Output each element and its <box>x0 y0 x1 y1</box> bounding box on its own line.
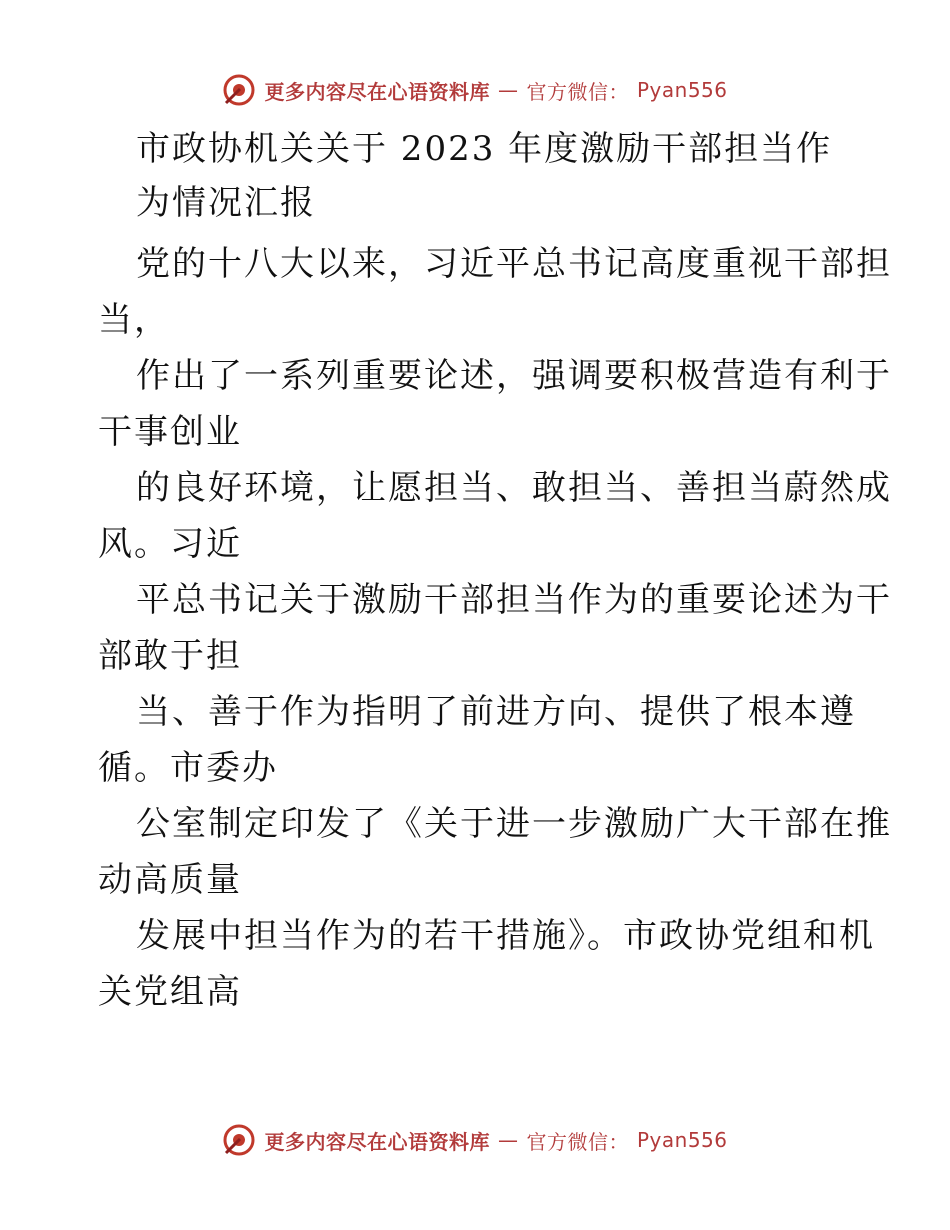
pen-logo-icon <box>222 1123 256 1157</box>
watermark-main-text: 更多内容尽在心语资料库 <box>264 1129 490 1154</box>
footer-watermark <box>0 1120 950 1160</box>
paragraph <box>98 796 892 908</box>
paragraph-line: 关党组高 <box>98 972 242 1012</box>
paragraph-line: 动高质量 <box>98 860 242 900</box>
paragraph-line: 作出了一系列重要论述，强调要积极营造有利于 <box>136 356 892 396</box>
paragraph-line: 平总书记关于激励干部担当作为的重要论述为干 <box>136 580 892 620</box>
paragraph-line: 部敢于担 <box>98 636 242 676</box>
watermark-id: Pyan556 <box>636 78 728 102</box>
paragraph <box>98 908 875 1020</box>
watermark-official-label: 官方微信： <box>526 79 629 104</box>
paragraph <box>98 236 892 348</box>
header-watermark <box>0 70 950 110</box>
paragraph <box>98 348 892 460</box>
paragraph-line: 发展中担当作为的若干措施》。市政协党组和机 <box>136 916 875 956</box>
document-body <box>98 122 892 1020</box>
document-title-line-1: 市政协机关关于 2023 年度激励干部担当作 <box>136 129 833 169</box>
watermark-dash: — <box>497 78 519 102</box>
paragraph-line: 循。市委办 <box>98 748 278 788</box>
paragraph-line: 党的十八大以来，习近平总书记高度重视干部担 <box>136 244 892 284</box>
paragraph-line: 干事创业 <box>98 412 242 452</box>
paragraph-line: 风。习近 <box>98 524 242 564</box>
watermark-id: Pyan556 <box>636 1128 728 1152</box>
paragraph-line: 的良好环境，让愿担当、敢担当、善担当蔚然成 <box>136 468 892 508</box>
watermark-official-label: 官方微信： <box>526 1129 629 1154</box>
paragraph-line: 当、善于作为指明了前进方向、提供了根本遵 <box>136 692 856 732</box>
watermark-main-text: 更多内容尽在心语资料库 <box>264 79 490 104</box>
document-title-line-2: 为情况汇报 <box>136 183 316 223</box>
paragraph <box>98 684 858 796</box>
pen-logo-icon <box>222 73 256 107</box>
watermark-dash: — <box>497 1128 519 1152</box>
paragraph <box>98 460 892 572</box>
paragraph <box>98 572 892 684</box>
paragraph-line: 当， <box>98 300 170 340</box>
paragraph-line: 公室制定印发了《关于进一步激励广大干部在推 <box>136 804 892 844</box>
